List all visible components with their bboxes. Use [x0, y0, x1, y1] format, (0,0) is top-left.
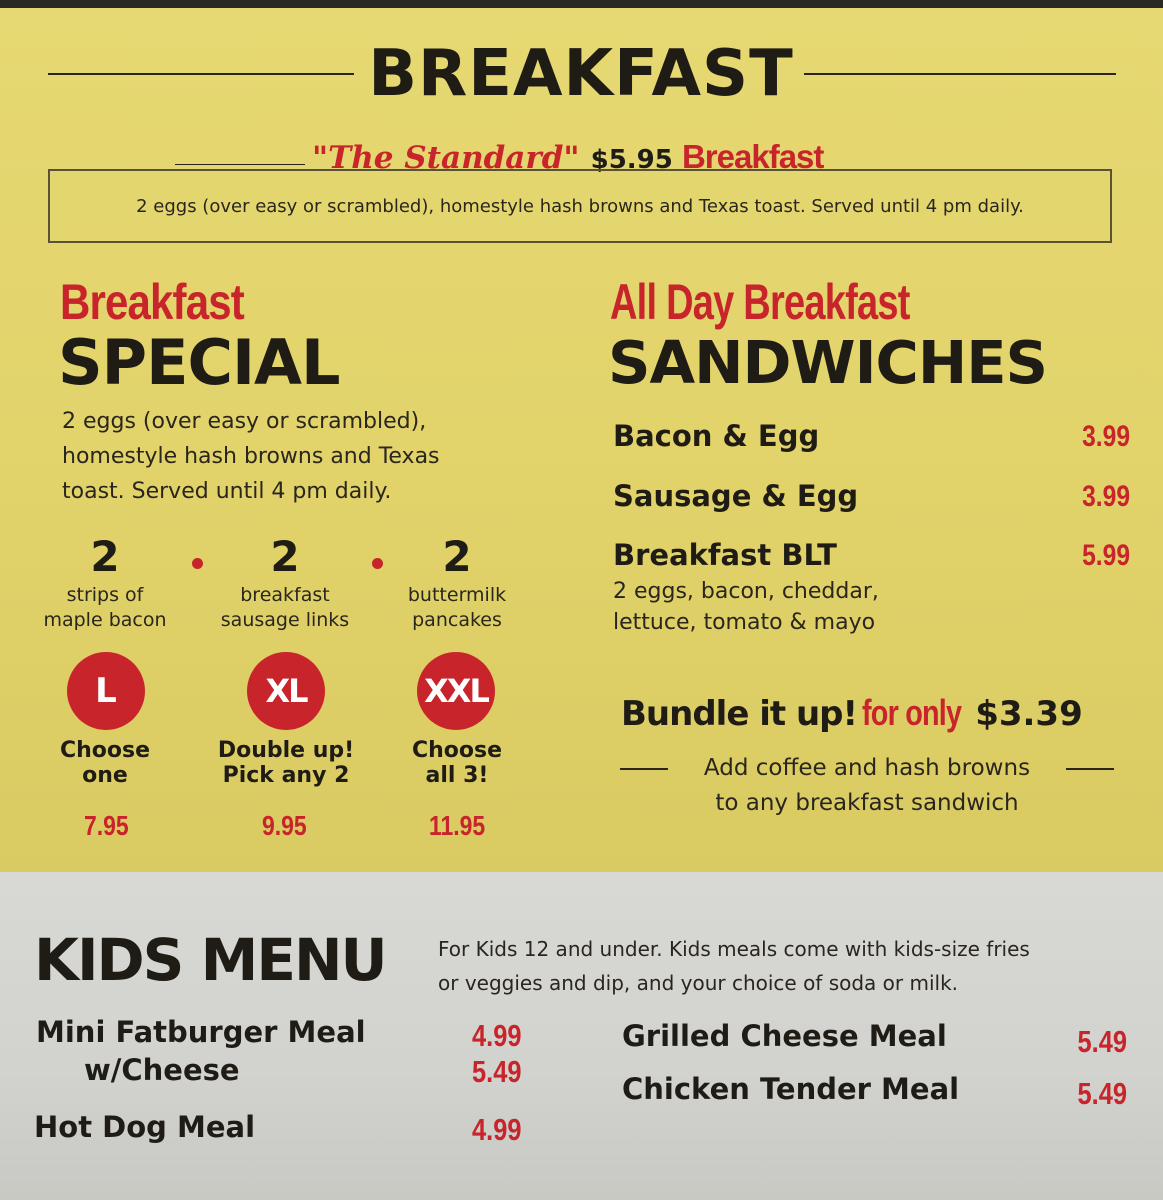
price: 3.99 [1082, 420, 1130, 453]
special-title: SPECIAL [58, 326, 340, 399]
kids-item-price [472, 1112, 542, 1148]
option-line: breakfast [240, 584, 330, 606]
kids-item-price [1057, 1076, 1127, 1112]
kids-description [438, 932, 1030, 1000]
sandwich-description [613, 576, 879, 638]
size-label-line: Choose [411, 738, 503, 763]
size-label-line: one [82, 763, 128, 788]
size-label-line: all 3! [425, 763, 489, 788]
price: 5.99 [1082, 539, 1130, 572]
kids-item-price [472, 1054, 542, 1090]
sandwich-desc-line: lettuce, tomato & mayo [613, 610, 876, 635]
bundle-line: to any breakfast sandwich [715, 790, 1019, 816]
option-qty: 2 [442, 532, 472, 581]
special-desc-line: 2 eggs (over easy or scrambled), [62, 409, 427, 434]
kids-item-price [472, 1018, 542, 1054]
size-label-line: Double up! [217, 738, 355, 763]
price: 7.95 [84, 810, 129, 841]
price: 5.49 [1077, 1024, 1127, 1059]
kids-item-name: Chicken Tender Meal [622, 1072, 960, 1106]
size-badge-xxl: XXL [417, 652, 495, 730]
bundle-lead: Bundle it up! [621, 694, 858, 734]
size-price-l [84, 810, 144, 842]
price: 4.99 [472, 1112, 522, 1147]
option-line: pancakes [412, 609, 502, 631]
bundle-heading [621, 692, 1141, 734]
option-qty: 2 [270, 532, 300, 581]
price: 3.99 [1082, 480, 1130, 513]
sandwich-desc-line: 2 eggs, bacon, cheddar, [613, 579, 879, 604]
special-description [62, 404, 440, 509]
option-separator-dot [192, 558, 203, 569]
option-line: strips of [66, 584, 144, 606]
option-sausage [210, 532, 360, 632]
standard-price: $5.95 [590, 145, 673, 175]
price: 5.49 [1077, 1076, 1127, 1111]
kids-item-name: Hot Dog Meal [34, 1110, 256, 1144]
kids-desc-line: or veggies and dip, and your choice of soda or milk. [438, 971, 959, 995]
standard-name: "The Standard" [312, 140, 580, 176]
kids-item-name: Mini Fatburger Meal [36, 1015, 366, 1049]
size-label-line: Choose [59, 738, 151, 763]
price: 5.49 [472, 1054, 522, 1089]
size-xxl-label [382, 738, 532, 788]
size-l-label [30, 738, 180, 788]
size-badge-l: L [67, 652, 145, 730]
bundle-for-only: for only [862, 692, 962, 733]
special-desc-line: homestyle hash browns and Texas [62, 444, 440, 469]
sandwich-price [1060, 539, 1130, 573]
title-rule-left [48, 73, 354, 75]
option-line: buttermilk [407, 584, 507, 606]
bundle-rule-right [1066, 768, 1114, 770]
sandwiches-kicker: All Day Breakfast [610, 274, 910, 330]
option-qty: 2 [90, 532, 120, 581]
breakfast-title: BREAKFAST [368, 37, 794, 111]
size-xl-label [200, 738, 372, 788]
bundle-price: $3.39 [975, 694, 1083, 734]
sandwich-name: Sausage & Egg [613, 479, 859, 513]
size-badge-xl: XL [247, 652, 325, 730]
bundle-line: Add coffee and hash browns [703, 755, 1031, 781]
size-label-line: Pick any 2 [222, 763, 350, 788]
price: 4.99 [472, 1018, 522, 1053]
option-pancakes [382, 532, 532, 632]
kids-item-name: Grilled Cheese Meal [622, 1019, 947, 1053]
bundle-rule-left [620, 768, 668, 770]
size-price-xl [262, 810, 322, 842]
title-rule-right [804, 73, 1116, 75]
special-kicker: Breakfast [60, 274, 244, 330]
kids-item-price [1057, 1024, 1127, 1060]
special-desc-line: toast. Served until 4 pm daily. [62, 479, 392, 504]
option-line: maple bacon [43, 609, 167, 631]
standard-description: 2 eggs (over easy or scrambled), homestyle hash browns and Texas toast. Served until 4 pm daily. [136, 196, 1024, 217]
standard-word: Breakfast [681, 138, 824, 175]
sandwich-name: Breakfast BLT [613, 538, 837, 572]
kids-title: KIDS MENU [34, 926, 386, 994]
sandwich-price [1060, 420, 1130, 454]
sandwich-name: Bacon & Egg [613, 419, 820, 453]
sandwiches-title: SANDWICHES [608, 328, 1048, 397]
option-bacon [30, 532, 180, 632]
standard-rule-left [175, 164, 305, 165]
size-price-xxl [429, 810, 499, 842]
kids-item-name: w/Cheese [84, 1053, 240, 1087]
sandwich-price [1060, 480, 1130, 514]
option-line: sausage links [220, 609, 350, 631]
price: 11.95 [429, 810, 486, 841]
price: 9.95 [262, 810, 307, 841]
kids-desc-line: For Kids 12 and under. Kids meals come with kids-size fries [438, 937, 1030, 961]
